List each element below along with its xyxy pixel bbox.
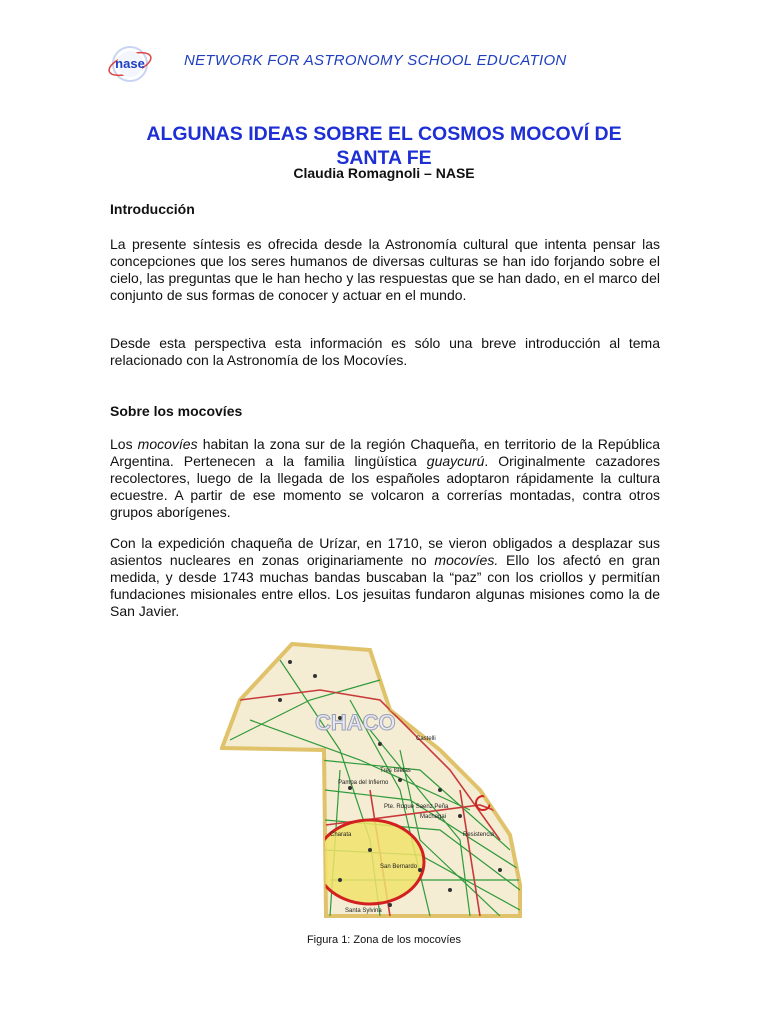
author-line: Claudia Romagnoli – NASE [293, 165, 475, 181]
italic-term-mocovies: mocovíes [137, 436, 198, 452]
town-label: Resistencia [463, 832, 495, 838]
town-label: Santa Sylvina [345, 908, 382, 914]
svg-text:nase: nase [115, 56, 145, 71]
town-label: Charata [330, 832, 352, 838]
text-run: . Originalmente cazadores recolectores, luego de la llegada de los españoles adoptaron rápidamente la cultura ecuestre. A partir de ese momento se volcaron a correrías montadas, contra otros grupos aborígenes. [110, 453, 660, 520]
title-line-1: ALGUNAS IDEAS SOBRE EL COSMOS MOCOVÍ DE [146, 123, 622, 145]
section-heading-mocovies: Sobre los mocovíes [110, 403, 243, 419]
mocovies-paragraph-2 [110, 535, 660, 620]
text-run: Los [110, 436, 138, 452]
document-title [112, 122, 656, 170]
section-heading-introduccion: Introducción [110, 201, 195, 217]
text-run: Ello los afectó en gran medida, y desde 1743 muchas bandas buscaban la “paz” con los criollos y permitían fundaciones misionales entre ellos. Los jesuitas fundaron algunas misiones como la de San Javier. [110, 552, 661, 619]
chaco-map [220, 640, 526, 922]
town-label: San Bernardo [380, 864, 418, 870]
intro-paragraph-1: La presente síntesis es ofrecida desde la Astronomía cultural que intenta pensar las concepciones que los seres humanos de diversas culturas se han ido forjando sobre el cielo, las preguntas que le han hecho y las respuestas que se han dado, en el marco del conjunto de sus formas de conocer y actuar en el mundo. [110, 236, 660, 303]
text-run: Con la expedición chaqueña de Urízar, en 1710, se vieron obligados a desplazar sus asientos nucleares en zonas originariamente no [110, 535, 660, 568]
italic-term-mocovies: mocovíes. [434, 552, 499, 568]
town-label: Pte. Roque Saenz Peña [384, 804, 449, 810]
town-label: Castelli [416, 736, 436, 742]
town-label: Pampa del Infierno [338, 780, 389, 786]
figure-caption: Figura 1: Zona de los mocovíes [306, 934, 462, 946]
network-title: NETWORK FOR ASTRONOMY SCHOOL EDUCATION [184, 52, 567, 69]
nase-logo [106, 40, 154, 88]
text-run: habitan la zona sur de la región Chaqueña, en territorio de la República Argentina. Pertenecen a la familia lingüística [110, 436, 660, 469]
town-label: Tres Isletas [380, 768, 411, 774]
mocovies-paragraph-1 [110, 436, 660, 521]
province-label: CHACO [315, 710, 396, 735]
intro-paragraph-2: Desde esta perspectiva esta información es sólo una breve introducción al tema relacionado con la Astronomía de los Mocovíes. [110, 335, 660, 368]
italic-term-guaycuru: guaycurú [426, 453, 485, 469]
title-line-2: SANTA FE [336, 147, 432, 169]
town-label: Machagai [420, 814, 447, 820]
